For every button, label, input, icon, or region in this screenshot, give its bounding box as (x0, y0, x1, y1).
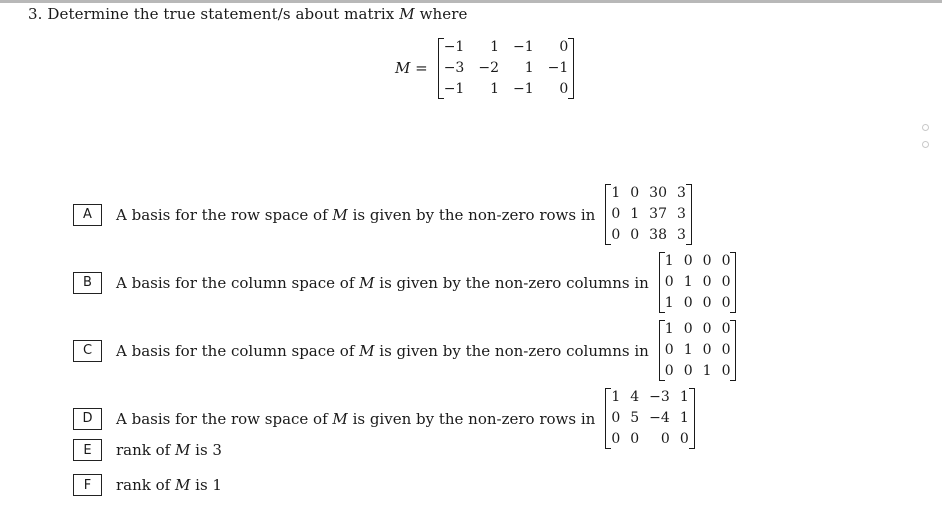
matrix-entry: 3 (677, 185, 686, 201)
matrix-m-grid (444, 37, 569, 100)
question-text-after: where (419, 5, 468, 23)
matrix-entry: 0 (702, 253, 712, 269)
option-a-checkbox[interactable]: A (73, 204, 102, 226)
matrix-entry: 1 (679, 410, 689, 426)
matrix-entry: −1 (547, 59, 569, 76)
matrix-entry: 0 (660, 431, 670, 447)
matrix-entry: 1 (664, 295, 674, 311)
matrix-entry: 0 (721, 274, 731, 290)
matrix-entry: −3 (649, 389, 670, 405)
matrix-entry: 1 (490, 80, 499, 97)
matrix-entry: 0 (630, 185, 640, 201)
matrix-entry: 0 (721, 342, 731, 358)
matrix-entry: 30 (649, 185, 667, 201)
matrix-entry: −2 (478, 59, 499, 76)
option-f-checkbox[interactable]: F (73, 474, 102, 496)
matrix-entry: 0 (679, 431, 689, 447)
option-b-checkbox[interactable]: B (73, 272, 102, 294)
matrix-entry: −1 (443, 38, 465, 55)
matrix-entry: 1 (683, 274, 693, 290)
question-number: 3. (28, 5, 43, 23)
matrix-entry: 0 (721, 363, 731, 379)
matrix-entry: 0 (611, 410, 621, 426)
matrix-entry: 0 (702, 321, 712, 337)
option-d-matrix (605, 387, 694, 450)
matrix-entry: 0 (683, 253, 693, 269)
option-b[interactable] (73, 251, 736, 314)
option-a-text: A basis for the row space of M is given by the non-zero rows in (116, 205, 596, 224)
option-f[interactable] (73, 474, 222, 496)
scroll-indicator-dot (922, 124, 929, 131)
matrix-entry: 0 (702, 295, 712, 311)
matrix-entry: 3 (677, 206, 686, 222)
option-e-text: rank of M is 3 (116, 441, 222, 459)
matrix-entry: 38 (649, 227, 667, 243)
option-b-matrix (659, 251, 737, 314)
matrix-entry: 1 (524, 59, 534, 76)
matrix-entry: 3 (677, 227, 686, 243)
matrix-entry: −1 (443, 80, 465, 97)
option-e-checkbox[interactable]: E (73, 439, 102, 461)
matrix-entry: 37 (649, 206, 667, 222)
option-b-matrix-grid (665, 251, 731, 314)
matrix-entry: 1 (702, 363, 712, 379)
matrix-lhs: M = (395, 59, 428, 77)
matrix-entry: 4 (630, 389, 640, 405)
matrix-entry: 1 (664, 321, 674, 337)
matrix-entry: 0 (630, 431, 640, 447)
matrix-entry: 0 (721, 295, 731, 311)
matrix-entry: 1 (664, 253, 674, 269)
matrix-entry: 0 (664, 363, 674, 379)
matrix-entry: 0 (559, 38, 569, 55)
option-a[interactable] (73, 183, 692, 246)
matrix-entry: 1 (630, 206, 640, 222)
matrix-entry: 0 (630, 227, 640, 243)
matrix-entry: 1 (490, 38, 499, 55)
scroll-indicator-dot (922, 141, 929, 148)
matrix-entry: −1 (512, 80, 534, 97)
option-c-text: A basis for the column space of M is given by the non-zero columns in (116, 341, 649, 360)
matrix-entry: 5 (630, 410, 640, 426)
matrix-entry: 0 (702, 342, 712, 358)
question-prompt (28, 5, 468, 23)
matrix-entry: 0 (664, 342, 674, 358)
question-variable: M (399, 5, 415, 23)
matrix-entry: 1 (679, 389, 689, 405)
option-d-checkbox[interactable]: D (73, 408, 102, 430)
option-c[interactable] (73, 319, 736, 382)
top-divider (0, 0, 942, 3)
matrix-entry: 0 (683, 363, 693, 379)
matrix-m (438, 37, 575, 100)
option-d-text: A basis for the row space of M is given by the non-zero rows in (116, 409, 596, 428)
matrix-entry: −4 (649, 410, 670, 426)
matrix-entry: −1 (512, 38, 534, 55)
matrix-entry: 0 (683, 295, 693, 311)
option-f-text: rank of M is 1 (116, 476, 222, 494)
option-c-checkbox[interactable]: C (73, 340, 102, 362)
option-e[interactable] (73, 439, 222, 461)
question-text: Determine the true statement/s about matrix (47, 5, 395, 23)
option-d-matrix-grid (611, 387, 688, 450)
option-a-matrix (605, 183, 692, 246)
matrix-entry: 0 (683, 321, 693, 337)
option-a-matrix-grid (611, 183, 686, 246)
option-c-matrix-grid (665, 319, 731, 382)
matrix-entry: 1 (683, 342, 693, 358)
matrix-entry: 1 (611, 185, 621, 201)
matrix-entry: 0 (721, 321, 731, 337)
matrix-entry: 0 (559, 80, 569, 97)
matrix-entry: 0 (611, 227, 621, 243)
matrix-entry: 0 (664, 274, 674, 290)
matrix-entry: 0 (702, 274, 712, 290)
matrix-entry: 1 (611, 389, 621, 405)
matrix-entry: 0 (611, 431, 621, 447)
option-b-text: A basis for the column space of M is given by the non-zero columns in (116, 273, 649, 292)
matrix-definition (395, 36, 574, 100)
matrix-entry: 0 (611, 206, 621, 222)
option-c-matrix (659, 319, 737, 382)
matrix-entry: −3 (443, 59, 465, 76)
matrix-entry: 0 (721, 253, 731, 269)
